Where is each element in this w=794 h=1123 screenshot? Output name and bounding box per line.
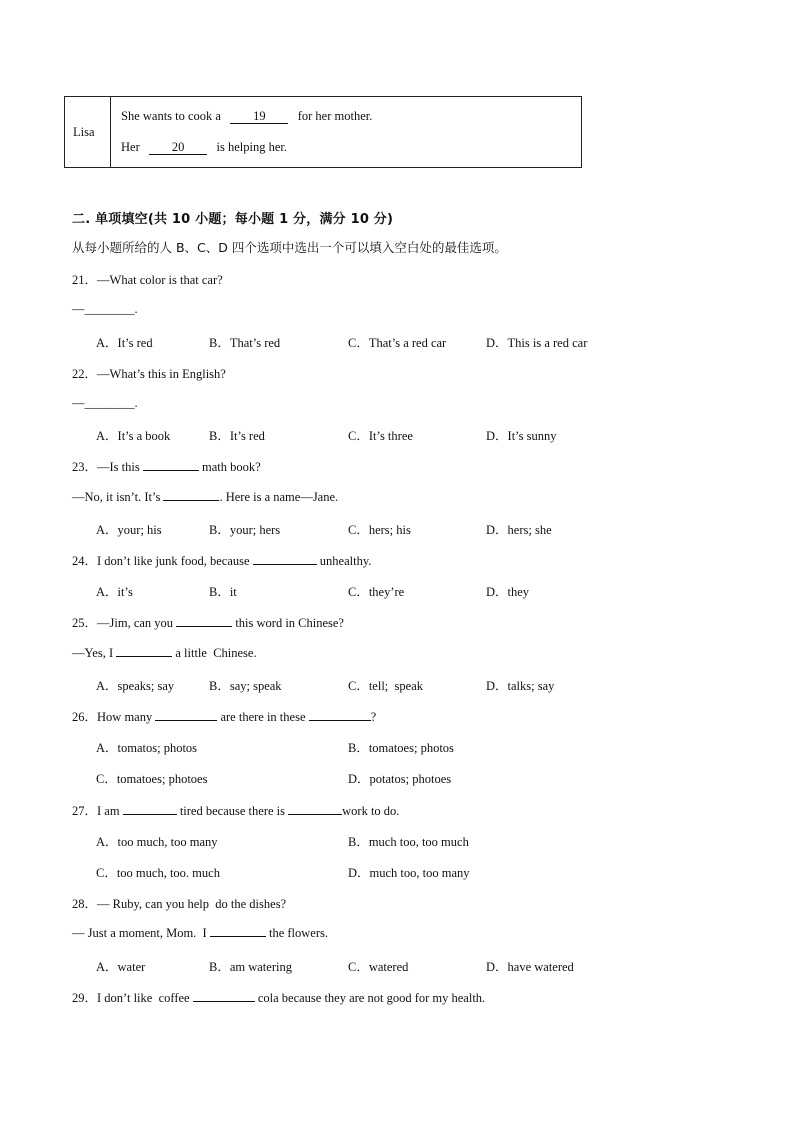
option-22-d[interactable]: D．It’s sunny bbox=[486, 429, 557, 443]
question-text: work to do. bbox=[342, 804, 400, 818]
option-23-c[interactable]: C．hers; his bbox=[348, 523, 411, 537]
question-number: 27． bbox=[72, 804, 98, 818]
dialogue-table bbox=[64, 96, 582, 168]
option-28-c[interactable]: C．watered bbox=[348, 960, 409, 974]
line2-text-before: Her bbox=[121, 140, 140, 154]
question-text: tired because there is bbox=[179, 804, 285, 818]
blank-20[interactable]: 20 bbox=[149, 141, 207, 155]
option-22-b[interactable]: B．It’s red bbox=[209, 429, 265, 443]
question-23 bbox=[72, 457, 261, 475]
option-25-b[interactable]: B．say; speak bbox=[209, 679, 282, 693]
option-22-c[interactable]: C．It’s three bbox=[348, 429, 413, 443]
question-22 bbox=[72, 364, 226, 382]
question-text: ? bbox=[370, 710, 377, 724]
question-26 bbox=[72, 707, 376, 725]
question-number: 22． bbox=[72, 367, 98, 381]
table-row-name: Lisa bbox=[65, 97, 111, 167]
answer-blank[interactable] bbox=[253, 553, 317, 565]
option-27-d[interactable]: D．much too, too many bbox=[348, 866, 470, 880]
question-23-line-2 bbox=[72, 489, 338, 505]
answer-blank[interactable] bbox=[210, 925, 266, 937]
answer-blank[interactable] bbox=[193, 990, 255, 1002]
question-text: — Just a moment, Mom. I bbox=[72, 926, 207, 940]
question-number: 26． bbox=[72, 710, 98, 724]
question-text: How many bbox=[97, 710, 153, 724]
option-25-c[interactable]: C．tell; speak bbox=[348, 679, 423, 693]
option-26-d[interactable]: D．potatos; photoes bbox=[348, 772, 452, 786]
question-24 bbox=[72, 551, 371, 569]
question-21 bbox=[72, 270, 223, 288]
answer-blank[interactable] bbox=[288, 803, 342, 815]
question-text: this word in Chinese? bbox=[235, 616, 344, 630]
option-21-b[interactable]: B．That’s red bbox=[209, 336, 281, 350]
question-text: I don’t like coffee bbox=[97, 991, 190, 1005]
question-number: 29． bbox=[72, 991, 98, 1005]
question-text: —Jim, can you bbox=[97, 616, 174, 630]
option-24-b[interactable]: B．it bbox=[209, 585, 237, 599]
option-21-c[interactable]: C．That’s a red car bbox=[348, 336, 447, 350]
question-text: — Ruby, can you help do the dishes? bbox=[97, 897, 287, 911]
blank-19[interactable]: 19 bbox=[230, 110, 288, 124]
option-27-b[interactable]: B．much too, too much bbox=[348, 835, 469, 849]
question-number: 23． bbox=[72, 460, 98, 474]
answer-blank[interactable] bbox=[163, 489, 219, 501]
option-22-a[interactable]: A．It’s a book bbox=[96, 429, 171, 443]
question-text: —Is this bbox=[97, 460, 140, 474]
question-28-line-2 bbox=[72, 925, 328, 941]
answer-blank[interactable] bbox=[155, 709, 217, 721]
option-21-a[interactable]: A．It’s red bbox=[96, 336, 153, 350]
question-number: 25． bbox=[72, 616, 98, 630]
option-26-b[interactable]: B．tomatoes; photos bbox=[348, 741, 454, 755]
question-text: —Yes, I bbox=[72, 646, 114, 660]
section-instructions: 从每小题所给的人 B、C、D 四个选项中选出一个可以填入空白处的最佳选项。 bbox=[72, 240, 507, 255]
question-text: a little Chinese. bbox=[175, 646, 257, 660]
question-number: 21． bbox=[72, 273, 98, 287]
question-text: cola because they are not good for my health. bbox=[257, 991, 486, 1005]
question-text: unhealthy. bbox=[319, 554, 372, 568]
option-28-d[interactable]: D．have watered bbox=[486, 960, 574, 974]
question-25-line-2 bbox=[72, 645, 257, 661]
line2-text-after: is helping her. bbox=[216, 140, 287, 154]
question-text: I am bbox=[97, 804, 120, 818]
question-text: math book? bbox=[201, 460, 261, 474]
answer-blank[interactable] bbox=[116, 645, 172, 657]
line1-text-before: She wants to cook a bbox=[121, 109, 221, 123]
option-27-c[interactable]: C．too much, too. much bbox=[96, 866, 220, 880]
question-text: —What’s this in English? bbox=[97, 367, 226, 381]
question-28 bbox=[72, 894, 286, 912]
option-25-d[interactable]: D．talks; say bbox=[486, 679, 555, 693]
option-26-c[interactable]: C．tomatoes; photoes bbox=[96, 772, 208, 786]
option-23-d[interactable]: D．hers; she bbox=[486, 523, 552, 537]
section-heading: 二. 单项填空(共 10 小题；每小题 1 分，满分 10 分) bbox=[72, 212, 394, 227]
question-22-answer-line: —________. bbox=[72, 396, 138, 410]
question-25 bbox=[72, 613, 344, 631]
option-28-b[interactable]: B．am watering bbox=[209, 960, 292, 974]
question-number: 28． bbox=[72, 897, 98, 911]
option-21-d[interactable]: D．This is a red car bbox=[486, 336, 588, 350]
question-number: 24． bbox=[72, 554, 98, 568]
option-24-d[interactable]: D．they bbox=[486, 585, 530, 599]
option-23-b[interactable]: B．your; hers bbox=[209, 523, 281, 537]
option-26-a[interactable]: A．tomatos; photos bbox=[96, 741, 198, 755]
option-28-a[interactable]: A．water bbox=[96, 960, 146, 974]
question-text: . Here is a name—Jane. bbox=[219, 490, 339, 504]
question-27 bbox=[72, 801, 399, 819]
question-text: I don’t like junk food, because bbox=[97, 554, 250, 568]
option-27-a[interactable]: A．too much, too many bbox=[96, 835, 218, 849]
answer-blank[interactable] bbox=[143, 459, 199, 471]
option-24-a[interactable]: A．it’s bbox=[96, 585, 133, 599]
option-25-a[interactable]: A．speaks; say bbox=[96, 679, 175, 693]
question-text: are there in these bbox=[220, 710, 306, 724]
answer-blank[interactable] bbox=[309, 709, 371, 721]
table-line-1 bbox=[121, 109, 372, 124]
question-21-answer-line: —________. bbox=[72, 302, 138, 316]
option-23-a[interactable]: A．your; his bbox=[96, 523, 162, 537]
answer-blank[interactable] bbox=[123, 803, 177, 815]
option-24-c[interactable]: C．they’re bbox=[348, 585, 405, 599]
question-text: —What color is that car? bbox=[97, 273, 223, 287]
table-line-2 bbox=[121, 140, 287, 155]
answer-blank[interactable] bbox=[176, 615, 232, 627]
question-text: —No, it isn’t. It’s bbox=[72, 490, 161, 504]
line1-text-after: for her mother. bbox=[297, 109, 373, 123]
question-29 bbox=[72, 988, 485, 1006]
question-text: the flowers. bbox=[268, 926, 328, 940]
